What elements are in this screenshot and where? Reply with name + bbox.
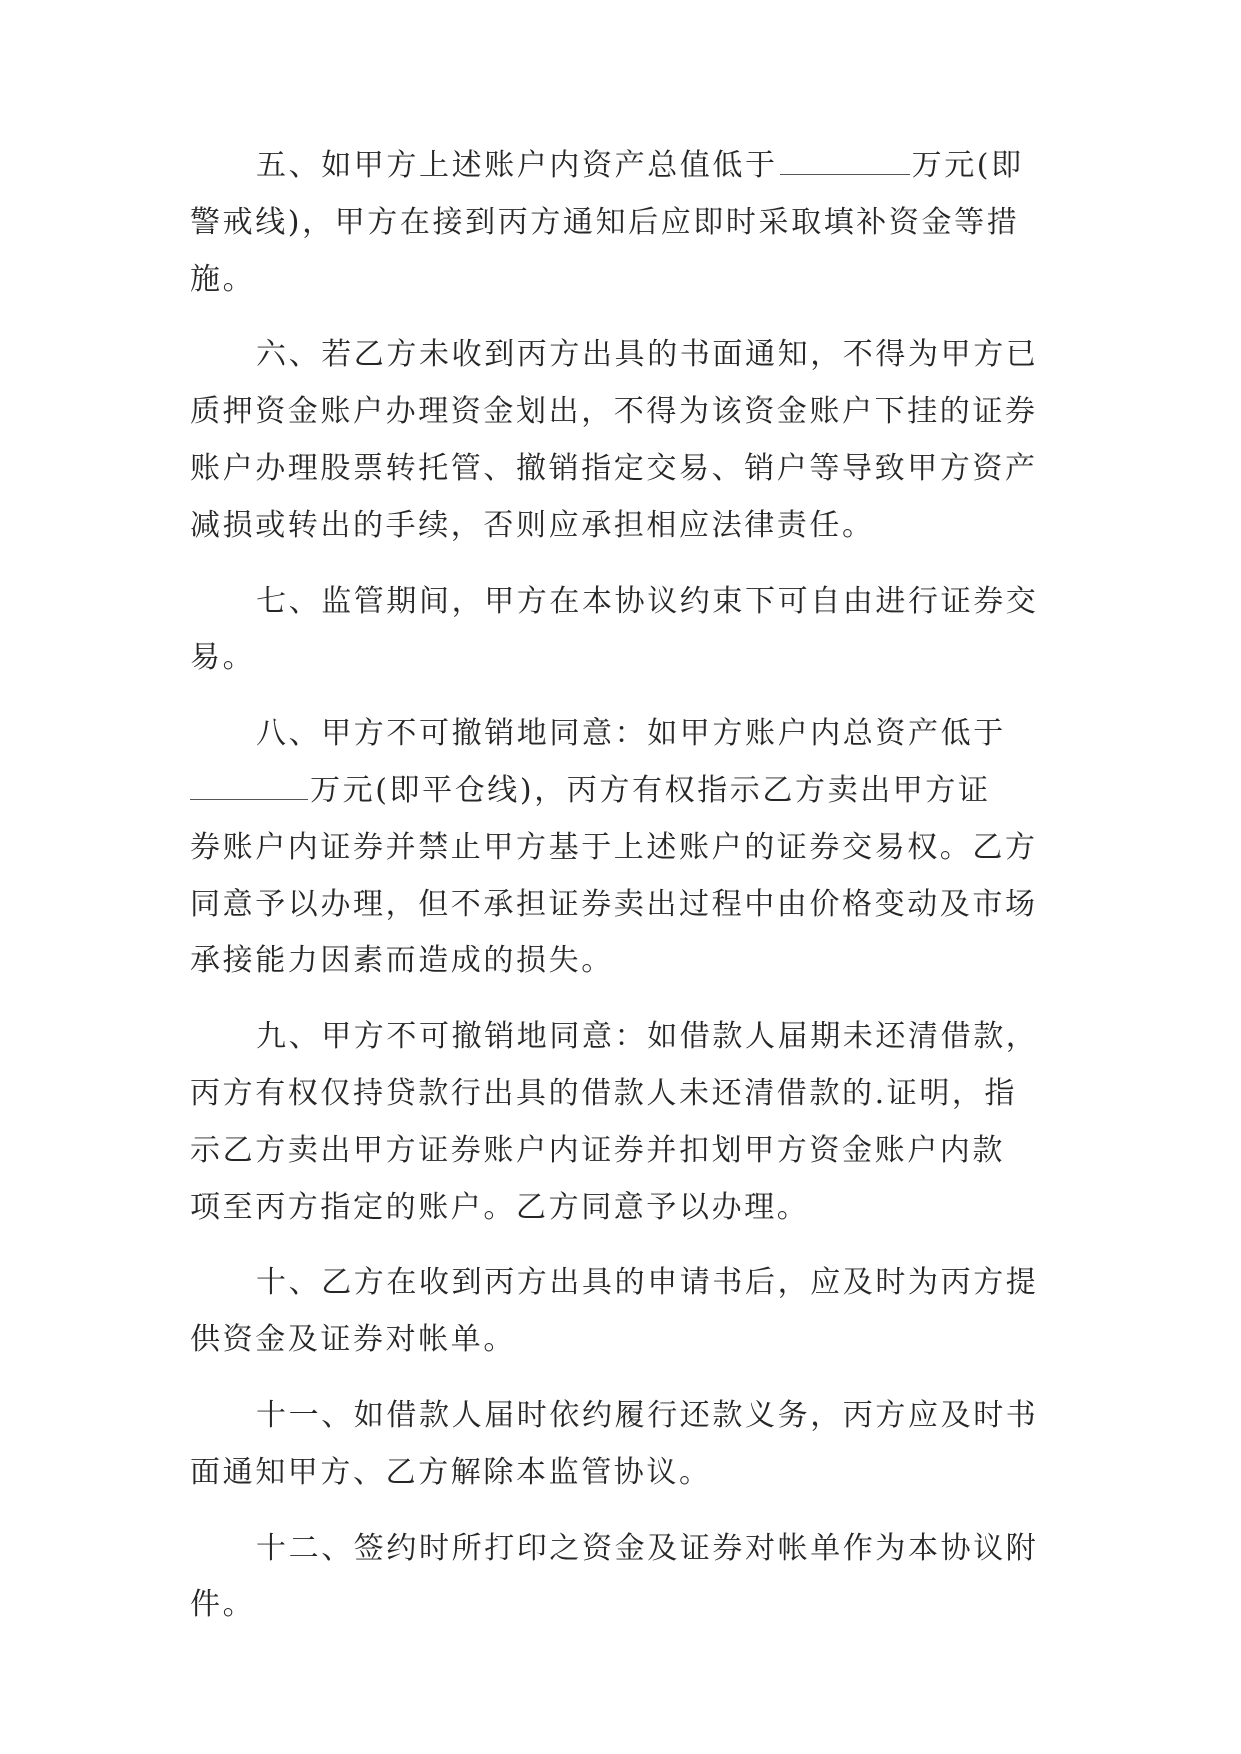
clause-5-line-2: 警戒线)，甲方在接到丙方通知后应即时采取填补资金等措 <box>190 204 1020 240</box>
clause-8 <box>190 706 1051 990</box>
clause-5-line-1: 五、如甲方上述账户内资产总值低于 万元(即 <box>256 148 1024 183</box>
clause-8-line-4: 同意予以办理，但不承担证券卖出过程中由价格变动及市场 <box>190 886 1038 922</box>
clause-6 <box>190 327 1051 554</box>
clause-11 <box>190 1388 1051 1502</box>
clause-12-line-2: 件。 <box>190 1587 256 1623</box>
clause-9-line-3: 示乙方卖出甲方证券账户内证券并扣划甲方资金账户内款 <box>190 1132 1005 1168</box>
liquidation-line-amount-blank <box>190 772 308 800</box>
clause-6-line-1: 六、若乙方未收到丙方出具的书面通知，不得为甲方已 <box>256 337 1039 373</box>
clause-5 <box>190 138 1051 308</box>
clause-9-line-1: 九、甲方不可撤销地同意：如借款人届期未还清借款， <box>256 1019 1039 1055</box>
clause-7 <box>190 574 1051 688</box>
warning-line-amount-blank <box>780 147 910 175</box>
clause-5-line-3: 施。 <box>190 261 256 297</box>
document-page <box>190 138 1051 1634</box>
clause-6-line-3: 账户办理股票转托管、撤销指定交易、销户等导致甲方资产 <box>190 450 1038 486</box>
clause-7-line-1: 七、监管期间，甲方在本协议约束下可自由进行证券交 <box>256 583 1039 619</box>
clause-7-line-2: 易。 <box>190 640 256 676</box>
clause-6-line-4: 减损或转出的手续，否则应承担相应法律责任。 <box>190 507 875 543</box>
clause-8-line-5: 承接能力因素而造成的损失。 <box>190 943 614 979</box>
clause-9-line-2: 丙方有权仅持贷款行出具的借款人未还清借款的.证明，指 <box>190 1075 1018 1111</box>
clause-10 <box>190 1255 1051 1369</box>
clause-9-line-4: 项至丙方指定的账户。乙方同意予以办理。 <box>190 1189 810 1225</box>
clause-11-line-1: 十一、如借款人届时依约履行还款义务，丙方应及时书 <box>256 1397 1039 1433</box>
clause-12-line-1: 十二、签约时所打印之资金及证券对帐单作为本协议附 <box>256 1530 1039 1566</box>
clause-8-line-1: 八、甲方不可撤销地同意：如甲方账户内总资产低于 <box>256 716 1006 752</box>
clause-11-line-2: 面通知甲方、乙方解除本监管协议。 <box>190 1454 712 1490</box>
clause-9 <box>190 1009 1051 1236</box>
clause-10-line-2: 供资金及证券对帐单。 <box>190 1322 516 1358</box>
clause-12 <box>190 1521 1051 1635</box>
clause-10-line-1: 十、乙方在收到丙方出具的申请书后，应及时为丙方提 <box>256 1265 1039 1301</box>
clause-6-line-2: 质押资金账户办理资金划出，不得为该资金账户下挂的证券 <box>190 394 1038 430</box>
clause-8-line-2: 万元(即平仓线)，丙方有权指示乙方卖出甲方证 <box>190 763 1051 820</box>
clause-8-line-3: 券账户内证券并禁止甲方基于上述账户的证券交易权。乙方 <box>190 829 1038 865</box>
